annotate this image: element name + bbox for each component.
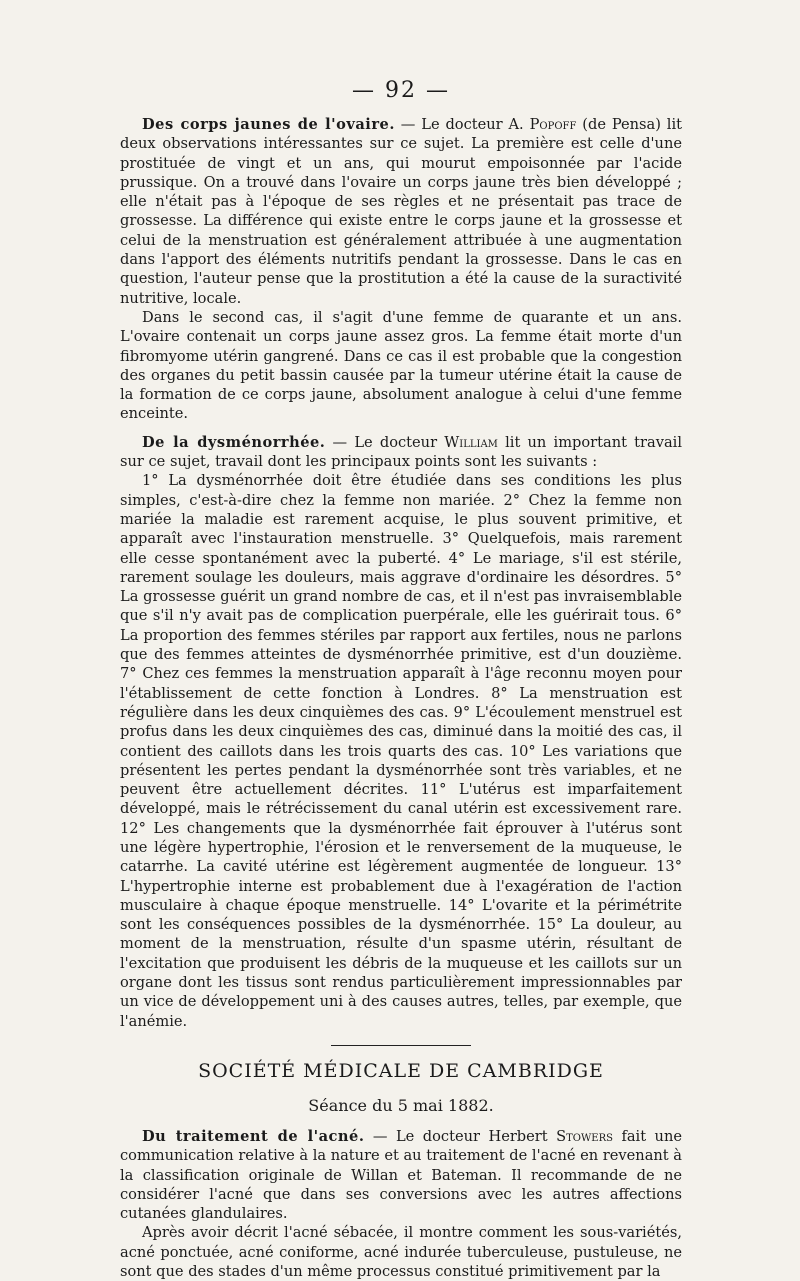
article-acne-lead: — Le docteur Herbert — [364, 1127, 557, 1145]
page-number: — 92 — — [352, 78, 450, 103]
article-dysmenorrhee-paragraph-1 — [120, 433, 682, 472]
article-ovaire-lead: — Le docteur A. — [394, 116, 530, 133]
article-ovaire-paragraph-2: Dans le second cas, il s'agit d'une femme de quarante et un ans. L'ovaire contenait un corps jaune assez gros. La femme était morte d'un fibromyome utérin gangrené. Dans ce cas il est probable que la congestion des organes du petit bassin causée par la tumeur utérine était la cause de la formation de ce corps jaune, absolument analogue à celui d'une femme enceinte. — [120, 308, 682, 423]
article-ovaire-body: (de Pensa) lit deux observations intéressantes sur ce sujet. La première est celle d'une prostituée de vingt et un ans, qui mourut empoisonnée par l'acide prussique. On a trouvé dans l'ovaire un corps jaune très bien développé ; elle n'était pas à l'époque de ses règles et ne présentait pas trace de grossesse. La différence qui existe entre le corps jaune et la grossesse et celui de la menstruation est généralement attribuée à une augmentation dans l'apport des éléments nutritifs pendant la grossesse. Dans le cas en question, l'auteur pense que la prostitution a été la cause de la suractivité nutritive, locale. — [120, 116, 682, 307]
article-acne-paragraph-1 — [120, 1127, 682, 1223]
article-acne-paragraph-2: Après avoir décrit l'acné sébacée, il montre comment les sous-variétés, acné ponctuée, acné coniforme, acné indurée tuberculeuse, pustuleuse, ne sont que des stades d'un même processus constitué primitivement par la — [120, 1224, 682, 1281]
article-acne-author: Stowers — [556, 1127, 613, 1145]
article-acne-body: fait une communication relative à la nature et au traitement de l'acné en revenant à la classification originale de Willan et Bateman. Il recommande de ne considérer l'acné que dans ses conversions avec les autres affections cutanées glandulaires. — [120, 1127, 683, 1223]
article-dysmenorrhee-heading: De la dysménorrhée. — [142, 433, 326, 451]
article-ovaire-paragraph-1 — [120, 115, 682, 308]
section-divider — [331, 1045, 471, 1046]
article-dysmenorrhee-author: William — [444, 433, 498, 451]
article-dysmenorrhee-lead: — Le docteur — [325, 433, 445, 451]
article-dysmenorrhee-paragraph-2: 1° La dysménorrhée doit être étudiée dans ses conditions les plus simples, c'est-à-dire chez la femme non mariée. 2° Chez la femme non mariée la maladie est rarement acquise, le plus souvent primitive, et apparaît avec l'instauration menstruelle. 3° Quelquefois, mais rarement elle cesse spontanément avec la puberté. 4° Le mariage, s'il est stérile, rarement soulage les douleurs, mais aggrave d'ordinaire les désordres. 5° La grossesse guérit un grand nombre de cas, et il n'est pas invraisemblable que s'il n'y avait pas de complication puerpérale, elle les guérirait tous. 6° La proportion des femmes stériles par rapport aux fertiles, nous ne parlons que des femmes atteintes de dysménorrhée primitive, est d'un douzième. 7° Chez ces femmes la menstruation apparaît à l'âge reconnu moyen pour l'établissement de cette fonction à Londres. 8° La menstruation est régulière dans les deux cinquièmes des cas. 9° L'écoulement menstruel est profus dans les deux cinquièmes des cas, diminué dans la moitié des cas, il contient des caillots dans les trois quarts des cas. 10° Les variations que présentent les pertes pendant la dysménorrhée sont très variables, et ne peuvent être actuellement décrites. 11° L'utérus est imparfaitement développé, mais le rétrécissement du canal utérin est excessivement rare. 12° Les changements que la dysménorrhée fait éprouver à l'utérus sont une légère hypertrophie, l'érosion et le renversement de la muqueuse, le catarrhe. La cavité utérine est légèrement augmentée de longueur. 13° L'hypertrophie interne est probablement due à l'exagération de l'action musculaire à chaque époque menstruelle. 14° L'ovarite et la périmétrite sont les conséquences possibles de la dysménorrhée. 15° La douleur, au moment de la menstruation, résulte d'un spasme utérin, résultant de l'excitation que produisent les débris de la muqueuse et les caillots sur un organe dont les tissus sont rendus particulièrement impressionnables par un vice de développement uni à des causes autres, telles, par exemple, que l'anémie. — [120, 472, 682, 1030]
article-ovaire-heading: Des corps jaunes de l'ovaire. — [142, 116, 395, 133]
article-ovaire-author: Popoff — [529, 116, 577, 133]
article-dysmenorrhee-body: lit un important travail sur ce sujet, travail dont les principaux points sont les suivants : — [120, 433, 682, 471]
session-date: Séance du 5 mai 1882. — [308, 1095, 494, 1115]
section-title: SOCIÉTÉ MÉDICALE DE CAMBRIDGE — [198, 1059, 604, 1082]
article-acne-heading: Du traitement de l'acné. — [142, 1127, 365, 1145]
